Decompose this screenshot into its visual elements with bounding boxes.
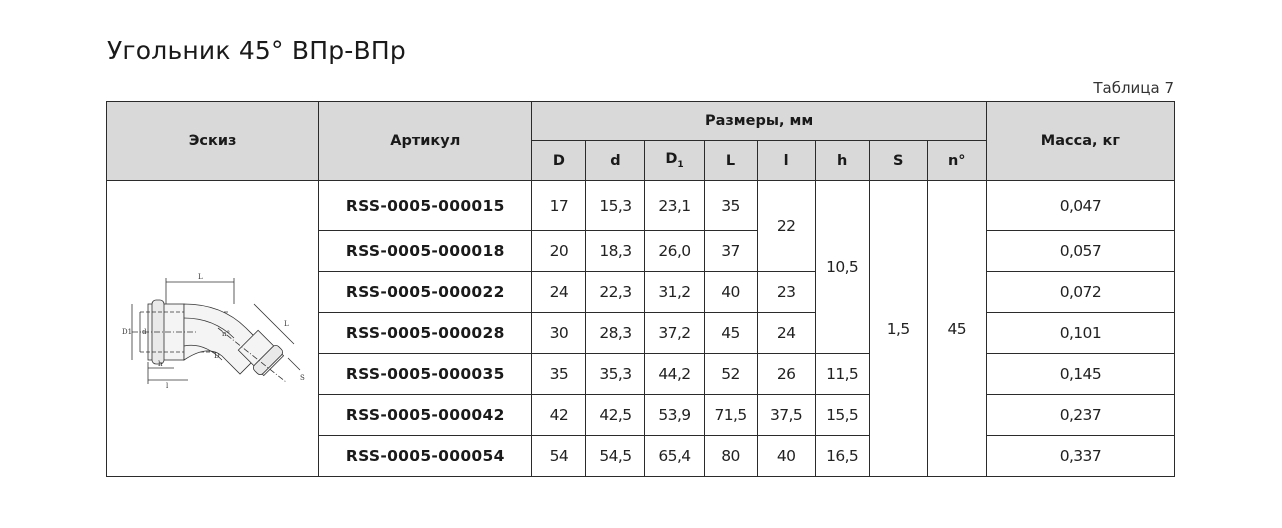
cell-article: RSS-0005-000054 [319, 436, 532, 477]
cell-D: 17 [532, 181, 586, 231]
sketch-label-d: d [141, 327, 147, 336]
sketch-label-D: D [213, 351, 220, 360]
cell-D1: 65,4 [645, 436, 704, 477]
sketch-label-l: l [165, 381, 168, 390]
page-title: Угольник 45° ВПр-ВПр [107, 36, 406, 65]
table-row [107, 181, 1175, 231]
cell-D1: 31,2 [645, 272, 704, 313]
cell-l: 23 [757, 272, 815, 313]
cell-h: 10,5 [815, 181, 869, 354]
cell-l: 26 [757, 354, 815, 395]
cell-d: 22,3 [586, 272, 645, 313]
header-sketch: Эскиз [107, 102, 319, 181]
sketch-label-n: n° [221, 329, 230, 338]
sketch-label-D1: D1 [121, 327, 132, 336]
cell-D1: 37,2 [645, 313, 704, 354]
header-D1-base: D [665, 151, 678, 168]
sketch-label-h: h [157, 359, 163, 368]
cell-D1: 26,0 [645, 231, 704, 272]
header-mass: Масса, кг [986, 102, 1174, 181]
header-D1-sub: 1 [677, 159, 684, 170]
header-S: S [869, 141, 927, 181]
header-D1 [645, 141, 704, 181]
cell-S: 1,5 [869, 181, 927, 477]
cell-L: 80 [704, 436, 757, 477]
cell-D: 54 [532, 436, 586, 477]
cell-h: 15,5 [815, 395, 869, 436]
header-D: D [532, 141, 586, 181]
cell-mass: 0,101 [986, 313, 1174, 354]
cell-l: 24 [757, 313, 815, 354]
cell-L: 37 [704, 231, 757, 272]
cell-d: 35,3 [586, 354, 645, 395]
cell-mass: 0,047 [986, 181, 1174, 231]
cell-l: 40 [757, 436, 815, 477]
header-l: l [757, 141, 815, 181]
cell-l: 37,5 [757, 395, 815, 436]
cell-l: 22 [757, 181, 815, 272]
cell-h: 11,5 [815, 354, 869, 395]
sketch-cell [107, 181, 319, 477]
header-L: L [704, 141, 757, 181]
sketch-label-S: S [299, 373, 305, 382]
cell-D: 20 [532, 231, 586, 272]
cell-article: RSS-0005-000022 [319, 272, 532, 313]
cell-article: RSS-0005-000028 [319, 313, 532, 354]
sketch-label-L2: L [283, 319, 289, 328]
header-d: d [586, 141, 645, 181]
header-article: Артикул [319, 102, 532, 181]
elbow-45-sketch [118, 264, 308, 394]
cell-mass: 0,072 [986, 272, 1174, 313]
cell-d: 28,3 [586, 313, 645, 354]
cell-D: 42 [532, 395, 586, 436]
cell-article: RSS-0005-000042 [319, 395, 532, 436]
cell-d: 18,3 [586, 231, 645, 272]
cell-D1: 44,2 [645, 354, 704, 395]
spec-table [106, 101, 1175, 477]
header-h: h [815, 141, 869, 181]
cell-L: 45 [704, 313, 757, 354]
table-caption: Таблица 7 [1093, 79, 1174, 97]
cell-n: 45 [927, 181, 986, 477]
cell-mass: 0,145 [986, 354, 1174, 395]
cell-d: 54,5 [586, 436, 645, 477]
cell-D: 24 [532, 272, 586, 313]
sketch-label-L: L [197, 272, 203, 281]
cell-D1: 53,9 [645, 395, 704, 436]
cell-article: RSS-0005-000035 [319, 354, 532, 395]
cell-mass: 0,057 [986, 231, 1174, 272]
cell-L: 35 [704, 181, 757, 231]
cell-mass: 0,337 [986, 436, 1174, 477]
cell-D: 35 [532, 354, 586, 395]
cell-L: 52 [704, 354, 757, 395]
cell-L: 40 [704, 272, 757, 313]
cell-d: 42,5 [586, 395, 645, 436]
cell-L: 71,5 [704, 395, 757, 436]
header-dimensions: Размеры, мм [532, 102, 986, 141]
cell-article: RSS-0005-000015 [319, 181, 532, 231]
cell-mass: 0,237 [986, 395, 1174, 436]
cell-h: 16,5 [815, 436, 869, 477]
cell-D1: 23,1 [645, 181, 704, 231]
cell-article: RSS-0005-000018 [319, 231, 532, 272]
cell-D: 30 [532, 313, 586, 354]
cell-d: 15,3 [586, 181, 645, 231]
header-n: n° [927, 141, 986, 181]
